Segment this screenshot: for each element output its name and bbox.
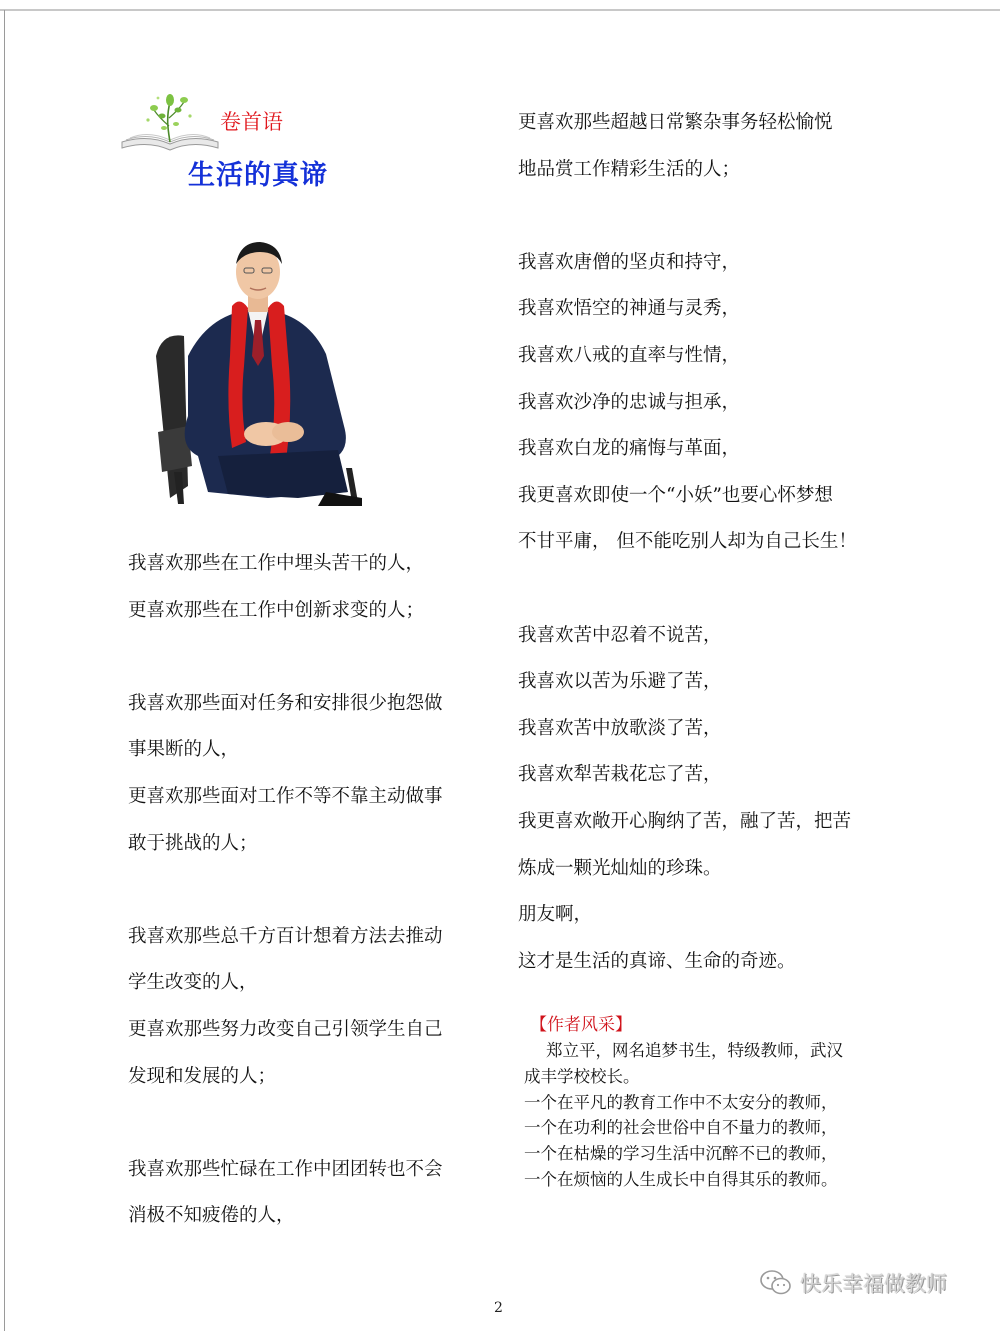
poem-left-column xyxy=(128,541,488,1240)
book-plant-icon xyxy=(118,90,222,154)
poem-line: 我喜欢八戒的直率与性情， xyxy=(518,344,741,366)
author-line: 一个在枯燥的学习生活中沉醉不已的教师， xyxy=(524,1144,838,1164)
poem-line: 我喜欢那些忙碌在工作中团团转也不会 xyxy=(128,1158,443,1180)
poem-line: 消极不知疲倦的人， xyxy=(128,1205,295,1227)
poem-line: 我更喜欢敞开心胸纳了苦，融了苦，把苦 xyxy=(518,810,852,832)
poem-right-column xyxy=(518,100,918,985)
poem-line: 我喜欢沙净的忠诚与担承， xyxy=(518,391,741,413)
page-number: 2 xyxy=(494,1300,503,1316)
poem-line: 我喜欢那些面对任务和安排很少抱怨做 xyxy=(128,692,443,714)
poem-line: 学生改变的人， xyxy=(128,972,258,994)
author-line: 郑立平，网名追梦书生，特级教师，武汉 xyxy=(546,1041,843,1060)
poem-line: 我喜欢苦中忍着不说苦， xyxy=(518,624,722,646)
poem-line: 我喜欢悟空的神通与灵秀， xyxy=(518,298,741,320)
poem-line: 敢于挑战的人； xyxy=(128,832,258,854)
poem-line: 发现和发展的人； xyxy=(128,1065,277,1087)
author-line: 一个在平凡的教育工作中不太安分的教师， xyxy=(524,1092,838,1112)
poem-line: 更喜欢那些超越日常繁杂事务轻松愉悦 xyxy=(518,112,833,133)
author-line: 一个在烦恼的人生成长中自得其乐的教师。 xyxy=(524,1169,838,1189)
page-top-border xyxy=(0,9,1000,11)
poem-line: 不甘平庸， 但不能吃别人却为自己长生！ xyxy=(518,531,857,553)
poem-line: 我喜欢苦中放歌淡了苦， xyxy=(518,717,722,739)
author-heading: 【作者风采】 xyxy=(530,1015,632,1035)
poem-line: 我喜欢那些总千方百计想着方法去推动 xyxy=(128,925,443,947)
poem-line: 这才是生活的真谛、生命的奇迹。 xyxy=(518,950,796,972)
poem-line: 事果断的人， xyxy=(128,739,240,761)
section-label: 卷首语 xyxy=(220,110,283,134)
page-left-border xyxy=(4,10,5,1331)
poem-line: 我更喜欢即使一个“小妖”也要心怀梦想 xyxy=(518,484,833,506)
poem-line: 我喜欢以苦为乐避了苦， xyxy=(518,671,722,693)
poem-line: 我喜欢犁苦栽花忘了苦， xyxy=(518,764,722,786)
stanza-gap xyxy=(128,1100,488,1147)
poem-line: 我喜欢唐僧的坚贞和持守， xyxy=(518,251,741,273)
stanza-gap xyxy=(518,566,918,613)
poem-line: 地品赏工作精彩生活的人； xyxy=(518,158,741,180)
stanza-gap xyxy=(128,867,488,914)
poem-line: 朋友啊， xyxy=(518,904,593,926)
poem-line: 更喜欢那些在工作中创新求变的人； xyxy=(128,599,425,621)
author-profile xyxy=(524,1012,924,1193)
wechat-icon xyxy=(760,1269,792,1297)
poem-line: 我喜欢白龙的痛悔与革面， xyxy=(518,438,741,460)
poem-line: 更喜欢那些努力改变自己引领学生自己 xyxy=(128,1018,443,1040)
poem-line: 我喜欢那些在工作中埋头苦干的人， xyxy=(128,553,425,574)
page-title: 生活的真谛 xyxy=(188,160,328,191)
poem-line: 更喜欢那些面对工作不等不靠主动做事 xyxy=(128,785,443,807)
watermark-text: 快乐幸福做教师 xyxy=(800,1272,947,1296)
stanza-gap xyxy=(128,634,488,681)
author-line: 一个在功利的社会世俗中自不量力的教师， xyxy=(524,1118,838,1138)
author-line: 成丰学校校长。 xyxy=(524,1066,640,1086)
author-portrait xyxy=(148,236,368,508)
poem-line: 炼成一颗光灿灿的珍珠。 xyxy=(518,857,722,879)
wechat-watermark xyxy=(760,1268,947,1298)
stanza-gap xyxy=(518,193,918,240)
